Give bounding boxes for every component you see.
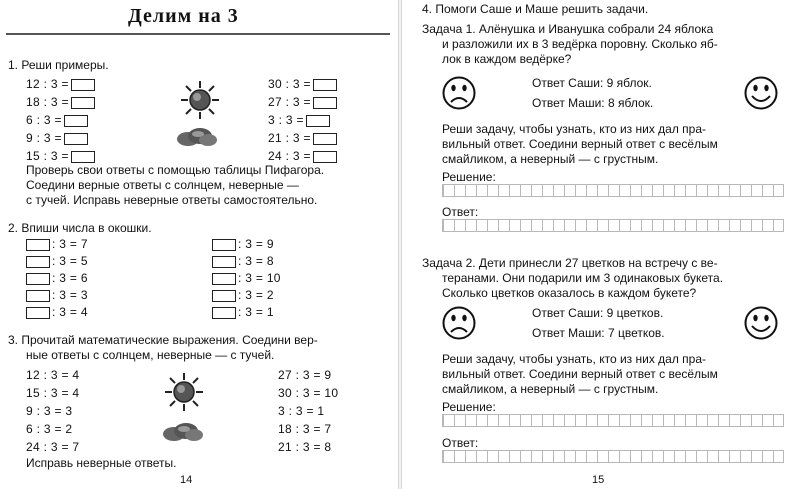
example-text: : 3 = 9 [238, 237, 274, 251]
problem1-text [422, 22, 718, 67]
example-text: : 3 = 4 [52, 305, 88, 319]
example-text: 18 : 3 = [26, 95, 69, 109]
sad-smiley-icon [442, 306, 476, 340]
left-page [0, 0, 398, 489]
example-text: 15 : 3 = 4 [26, 386, 80, 400]
answer-box[interactable] [26, 273, 50, 285]
problem-line: Задача 2. Дети принесли 27 цветков на встречу с ве- [422, 256, 718, 270]
example-row [26, 440, 79, 454]
answer-box[interactable] [26, 307, 50, 319]
sad-smiley-icon [442, 76, 476, 110]
page-number: 15 [592, 474, 605, 486]
example-row [26, 77, 97, 91]
answer-grid[interactable] [442, 219, 784, 232]
answer-box[interactable] [313, 151, 337, 163]
masha-answer: Ответ Маши: 8 яблок. [532, 96, 654, 110]
happy-smiley-icon [744, 306, 778, 340]
example-text: 3 : 3 = 1 [278, 404, 325, 418]
title-rule [6, 33, 390, 35]
instruction-line: вильный ответ. Соедини верный ответ с весёлым [442, 367, 718, 381]
example-text: 3 : 3 = [268, 113, 304, 127]
answer-box[interactable] [212, 239, 236, 251]
example-text: : 3 = 6 [52, 271, 88, 285]
example-row [26, 95, 97, 109]
example-text: : 3 = 1 [238, 305, 274, 319]
example-row [24, 237, 88, 251]
heading-line: ные ответы с солнцем, неверные — с тучей. [26, 348, 275, 362]
example-text: : 3 = 3 [52, 288, 88, 302]
answer-box[interactable] [313, 133, 337, 145]
instruction-line: смайликом, а неверный — с грустным. [442, 152, 659, 166]
example-row [210, 254, 274, 268]
heading-line: 3. Прочитай математические выражения. Соедини вер- [8, 333, 318, 347]
example-text: 21 : 3 = 8 [278, 440, 332, 454]
answer-box[interactable] [26, 290, 50, 302]
answer-box[interactable] [212, 273, 236, 285]
example-text: 30 : 3 = [268, 77, 311, 91]
solution-grid[interactable] [442, 184, 784, 197]
answer-box[interactable] [212, 256, 236, 268]
example-row [210, 271, 281, 285]
answer-box[interactable] [71, 151, 95, 163]
task3-footer: Исправь неверные ответы. [26, 456, 177, 470]
task1-instruction [26, 163, 324, 208]
example-row [26, 149, 97, 163]
example-text: 24 : 3 = [268, 149, 311, 163]
example-row [268, 131, 339, 145]
answer-box[interactable] [212, 307, 236, 319]
example-row [210, 288, 274, 302]
example-row [24, 288, 88, 302]
solution-label: Решение: [442, 400, 496, 414]
problem-line: Задача 1. Алёнушка и Иванушка собрали 24 яблока [422, 22, 714, 36]
answer-box[interactable] [64, 133, 88, 145]
problem-line: теранами. Они подарили им 3 одинаковых букета. [442, 271, 724, 285]
problem-line: Сколько цветков оказалось в каждом букете? [442, 286, 697, 300]
example-text: : 3 = 8 [238, 254, 274, 268]
example-text: 27 : 3 = [268, 95, 311, 109]
example-row [26, 131, 90, 145]
instruction-line: вильный ответ. Соедини верный ответ с весёлым [442, 137, 718, 151]
example-text: 27 : 3 = 9 [278, 368, 332, 382]
example-row [24, 305, 88, 319]
example-row [278, 368, 331, 382]
problem-line: лок в каждом ведёрке? [442, 52, 572, 66]
answer-box[interactable] [313, 97, 337, 109]
answer-grid[interactable] [442, 450, 784, 463]
masha-answer: Ответ Маши: 7 цветков. [532, 326, 665, 340]
answer-label: Ответ: [442, 205, 479, 219]
example-row [268, 113, 332, 127]
example-text: 18 : 3 = 7 [278, 422, 332, 436]
example-text: 21 : 3 = [268, 131, 311, 145]
problem-line: и разложили их в 3 ведёрка поровну. Сколько яб- [442, 37, 718, 51]
example-text: 15 : 3 = [26, 149, 69, 163]
answer-box[interactable] [71, 79, 95, 91]
example-row [26, 113, 90, 127]
example-row [278, 440, 331, 454]
example-text: 24 : 3 = 7 [26, 440, 80, 454]
instruction-line: Соедини верные ответы с солнцем, неверные — [26, 178, 299, 192]
sun-icon [164, 372, 204, 412]
example-row [210, 305, 274, 319]
page-title: Делим на 3 [128, 5, 239, 27]
example-text: : 3 = 10 [238, 271, 281, 285]
cloud-icon [162, 422, 204, 442]
sasha-answer: Ответ Саши: 9 цветков. [532, 306, 664, 320]
example-row [210, 237, 274, 251]
cloud-icon [176, 127, 218, 147]
example-row [268, 95, 339, 109]
problem2-instruction [442, 352, 718, 397]
answer-box[interactable] [306, 115, 330, 127]
sun-icon [180, 80, 220, 120]
example-row [26, 368, 79, 382]
example-text: 12 : 3 = [26, 77, 69, 91]
example-text: 9 : 3 = 3 [26, 404, 73, 418]
answer-box[interactable] [64, 115, 88, 127]
answer-label: Ответ: [442, 436, 479, 450]
answer-box[interactable] [26, 256, 50, 268]
example-row [26, 422, 72, 436]
example-text: : 3 = 5 [52, 254, 88, 268]
example-text: 6 : 3 = 2 [26, 422, 73, 436]
example-row [278, 422, 331, 436]
example-row [268, 149, 339, 163]
instruction-line: смайликом, а неверный — с грустным. [442, 382, 659, 396]
task4-heading: 4. Помоги Саше и Маше решить задачи. [422, 2, 649, 16]
answer-box[interactable] [313, 79, 337, 91]
task3-heading [8, 333, 318, 363]
problem1-instruction [442, 122, 718, 167]
example-row [278, 404, 324, 418]
happy-smiley-icon [744, 76, 778, 110]
instruction-line: Проверь свои ответы с помощью таблицы Пифагора. [26, 163, 325, 177]
example-text: 12 : 3 = 4 [26, 368, 80, 382]
example-text: : 3 = 2 [238, 288, 274, 302]
example-row [26, 386, 79, 400]
problem2-text [422, 256, 723, 301]
example-text: 30 : 3 = 10 [278, 386, 339, 400]
task1-heading: 1. Реши примеры. [8, 58, 109, 72]
example-text: : 3 = 7 [52, 237, 88, 251]
instruction-line: Реши задачу, чтобы узнать, кто из них дал пра- [442, 352, 707, 366]
answer-box[interactable] [212, 290, 236, 302]
answer-box[interactable] [71, 97, 95, 109]
sasha-answer: Ответ Саши: 9 яблок. [532, 76, 652, 90]
solution-grid[interactable] [442, 414, 784, 427]
example-row [26, 404, 72, 418]
example-row [278, 386, 338, 400]
answer-box[interactable] [26, 239, 50, 251]
example-row [24, 271, 88, 285]
task2-heading: 2. Впиши числа в окошки. [8, 221, 152, 235]
example-row [268, 77, 339, 91]
solution-label: Решение: [442, 170, 496, 184]
example-text: 6 : 3 = [26, 113, 62, 127]
instruction-line: с тучей. Исправь неверные ответы самостоятельно. [26, 193, 318, 207]
example-row [24, 254, 88, 268]
page-number: 14 [180, 474, 193, 486]
example-text: 9 : 3 = [26, 131, 62, 145]
right-page [402, 0, 800, 489]
instruction-line: Реши задачу, чтобы узнать, кто из них дал пра- [442, 122, 707, 136]
